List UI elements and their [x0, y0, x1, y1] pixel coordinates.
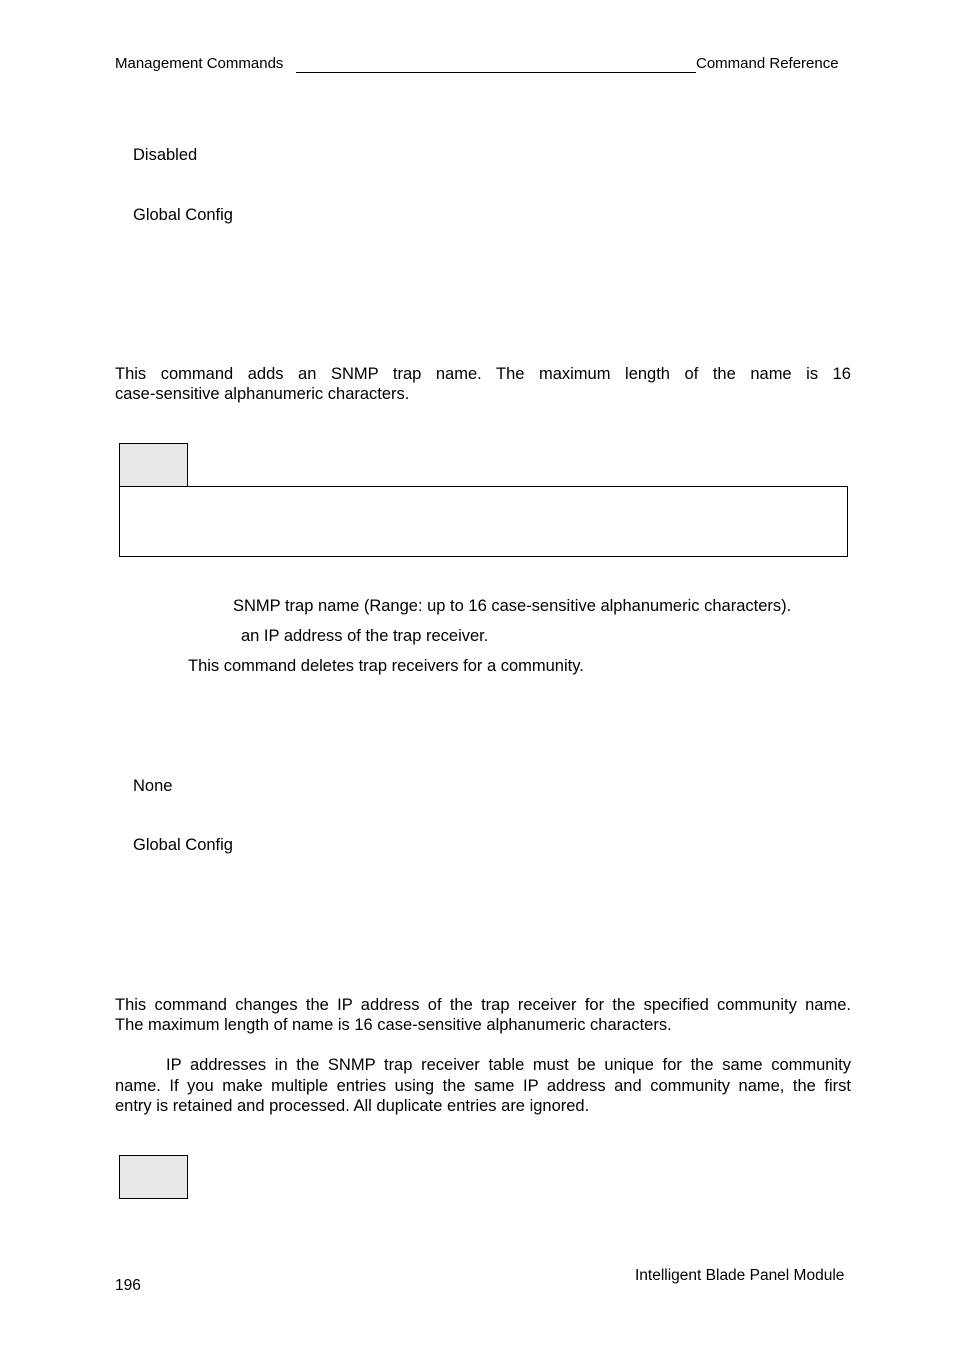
default-value: None: [133, 777, 173, 795]
command-mode-value: Global Config: [133, 836, 233, 854]
page-number: 196: [115, 1277, 141, 1294]
default-value: Disabled: [133, 146, 198, 164]
header-rule: [296, 72, 696, 73]
syntax-tab: [119, 443, 188, 487]
footer-product: Intelligent Blade Panel Module: [635, 1267, 845, 1284]
syntax-box: [119, 486, 848, 557]
description-line: This command changes the IP address of the trap receiver for the specified community name.: [115, 996, 851, 1014]
note-line: IP addresses in the SNMP trap receiver table must be unique for the same community: [166, 1056, 851, 1074]
description-line: The maximum length of name is 16 case-sensitive alphanumeric characters.: [115, 1016, 672, 1034]
syntax-tab: [119, 1155, 188, 1199]
header-right: Command Reference: [696, 55, 839, 72]
note-line: name. If you make multiple entries using the same IP address and community name, the first: [115, 1077, 851, 1095]
command-mode-value: Global Config: [133, 206, 233, 224]
note-line: entry is retained and processed. All duplicate entries are ignored.: [115, 1097, 590, 1115]
parameter-description: an IP address of the trap receiver.: [241, 627, 489, 645]
description-line: case-sensitive alphanumeric characters.: [115, 385, 410, 403]
description-line: This command adds an SNMP trap name. The maximum length of the name is 16: [115, 365, 851, 383]
header-left: Management Commands: [115, 55, 284, 72]
parameter-description: SNMP trap name (Range: up to 16 case-sensitive alphanumeric characters).: [233, 597, 792, 615]
no-form-description: This command deletes trap receivers for a community.: [188, 657, 584, 675]
